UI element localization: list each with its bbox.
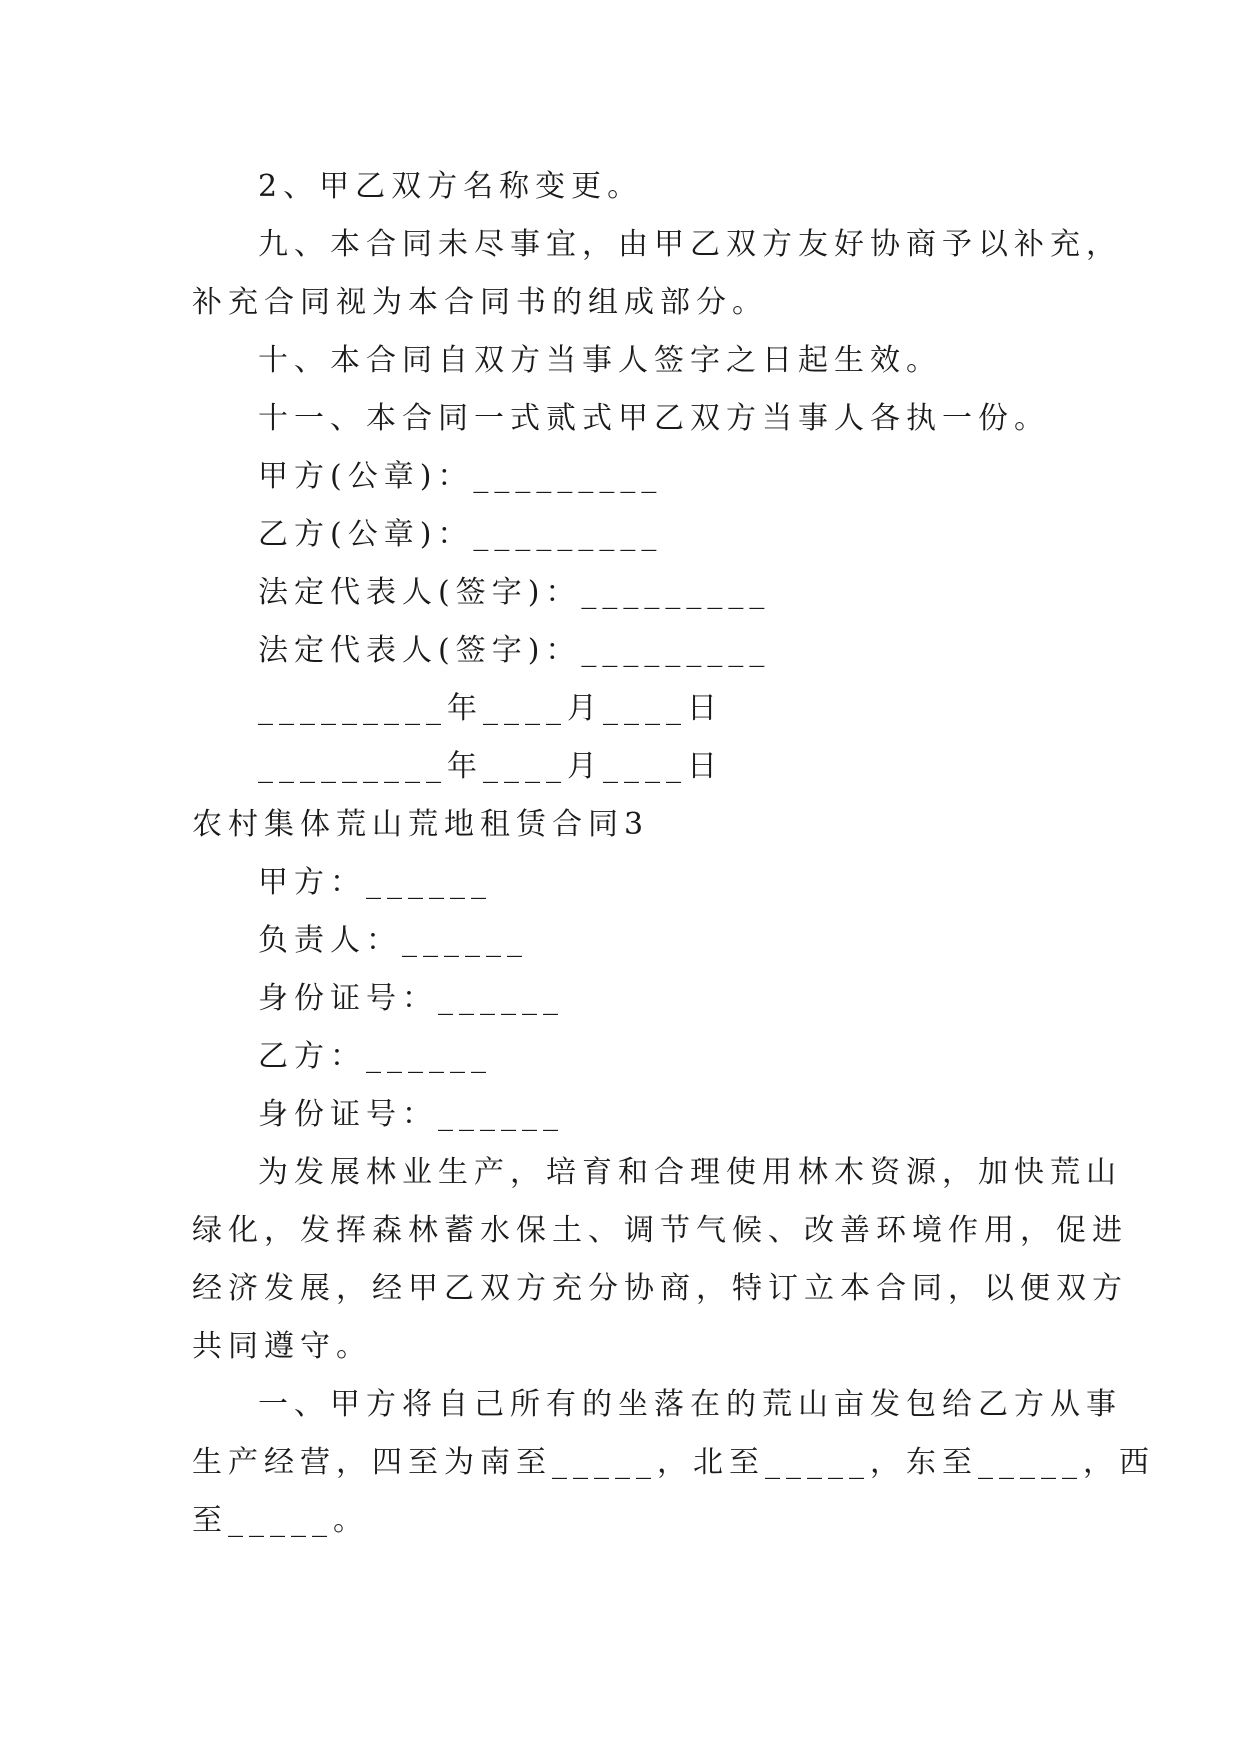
clause-8-item-2: 2、甲乙双方名称变更。	[258, 169, 644, 204]
responsible-person-field: 负责人：______	[258, 923, 528, 958]
clause-1-line-2: 生产经营，四至为南至_____，北至_____，东至_____，西	[192, 1445, 1155, 1480]
party-a-seal-line: 甲方(公章)：_________	[258, 459, 663, 494]
clause-9-line-1: 九、本合同未尽事宜，由甲乙双方友好协商予以补充，	[258, 227, 1122, 262]
id-number-field-b: 身份证号：______	[258, 1097, 564, 1132]
clause-10: 十、本合同自双方当事人签字之日起生效。	[258, 343, 942, 378]
document-body	[192, 158, 1155, 1550]
id-number-field-a: 身份证号：______	[258, 981, 564, 1016]
preamble-line-3: 经济发展，经甲乙双方充分协商，特订立本合同，以便双方	[192, 1271, 1128, 1306]
legal-rep-signature-line-2: 法定代表人(签字)：_________	[258, 633, 771, 668]
clause-1-line-3: 至_____。	[192, 1503, 369, 1538]
preamble-line-4: 共同遵守。	[192, 1329, 372, 1364]
party-b-seal-line: 乙方(公章)：_________	[258, 517, 663, 552]
legal-rep-signature-line-1: 法定代表人(签字)：_________	[258, 575, 771, 610]
date-line-1: _________年____月____日	[258, 691, 723, 726]
preamble-line-1: 为发展林业生产，培育和合理使用林木资源，加快荒山	[258, 1155, 1122, 1190]
contract-3-title: 农村集体荒山荒地租赁合同3	[192, 807, 650, 842]
clause-1-line-1: 一、甲方将自己所有的坐落在的荒山亩发包给乙方从事	[258, 1387, 1122, 1422]
clause-9-line-2: 补充合同视为本合同书的组成部分。	[192, 285, 768, 320]
party-b-field: 乙方：______	[258, 1039, 492, 1074]
party-a-field: 甲方：______	[258, 865, 492, 900]
preamble-line-2: 绿化，发挥森林蓄水保土、调节气候、改善环境作用，促进	[192, 1213, 1128, 1248]
clause-11: 十一、本合同一式贰式甲乙双方当事人各执一份。	[258, 401, 1050, 436]
date-line-2: _________年____月____日	[258, 749, 723, 784]
